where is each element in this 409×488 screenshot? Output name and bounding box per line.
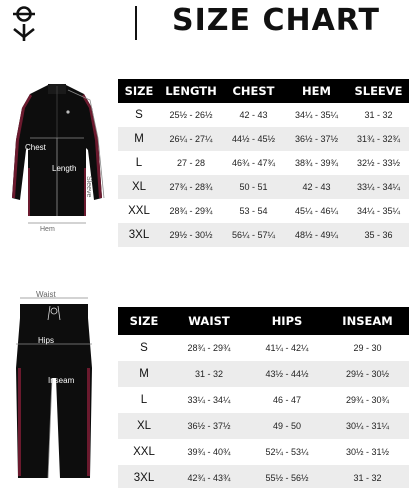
inseam-cell: 29 - 30: [353, 343, 382, 353]
waist-cell: 31 - 32: [170, 361, 248, 387]
size-cell: XL: [118, 175, 160, 199]
page-title: SIZE CHART: [172, 3, 381, 38]
inseam-cell: 30¼ - 31¼: [326, 413, 409, 439]
column-header-waist: WAIST: [170, 307, 248, 335]
column-header-hem: HEM: [285, 79, 348, 103]
length-cell: 27 - 28: [176, 158, 206, 168]
hips-label: Hips: [38, 336, 55, 345]
size-cell: S: [135, 109, 143, 121]
table-row: [118, 413, 409, 439]
length-cell: 26¼ - 27¼: [160, 127, 222, 151]
hips-cell: 55½ - 56½: [248, 465, 326, 488]
inseam-cell: 29½ - 30½: [326, 361, 409, 387]
table-row: [118, 127, 409, 151]
hips-cell: 41¼ - 42¼: [265, 343, 309, 353]
table-row: [118, 151, 409, 175]
table-row: [118, 175, 409, 199]
chest-cell: 50 - 51: [222, 175, 285, 199]
table-row: [118, 199, 409, 223]
jacket-diagram: [2, 78, 112, 238]
chest-cell: 46¾ - 47¾: [231, 158, 276, 168]
table-row: [118, 439, 409, 465]
sleeve-cell: 33¼ - 34¼: [348, 175, 409, 199]
waist-cell: 39¾ - 40¾: [187, 447, 231, 457]
chest-cell: 56¼ - 57¼: [222, 223, 285, 247]
waist-label: Waist: [36, 290, 56, 299]
waist-cell: 36½ - 37½: [170, 413, 248, 439]
table-row: [118, 387, 409, 413]
hips-cell: 46 - 47: [272, 395, 302, 405]
length-cell: 27¾ - 28¾: [160, 175, 222, 199]
inseam-cell: 31 - 32: [326, 465, 409, 488]
column-header-sleeve: SLEEVE: [348, 79, 409, 103]
sleeve-cell: 32½ - 33½: [356, 158, 401, 168]
size-cell: XXL: [133, 446, 155, 458]
table-row: [118, 223, 409, 247]
table-header-row: [118, 307, 409, 335]
hem-cell: 48½ - 49¼: [285, 223, 348, 247]
sleeve-cell: 31¾ - 32¾: [348, 127, 409, 151]
size-cell: L: [135, 157, 143, 169]
size-cell: XXL: [128, 205, 150, 217]
length-cell: 29½ - 30½: [160, 223, 222, 247]
column-header-size: SIZE: [118, 307, 170, 335]
inseam-label: Inseam: [48, 376, 75, 385]
chest-cell: 53 - 54: [239, 206, 268, 216]
size-cell: 3XL: [118, 465, 170, 488]
top-size-table: [118, 79, 409, 247]
chest-cell: 42 - 43: [239, 110, 268, 120]
hem-label: Hem: [40, 226, 55, 233]
length-cell: 28¾ - 29¾: [169, 206, 213, 216]
hips-cell: 49 - 50: [248, 413, 326, 439]
hem-cell: 45¼ - 46¼: [294, 206, 339, 216]
hem-cell: 42 - 43: [285, 175, 348, 199]
size-cell: M: [118, 361, 170, 387]
hips-cell: 43½ - 44½: [248, 361, 326, 387]
size-cell: M: [118, 127, 160, 151]
table-row: [118, 103, 409, 127]
bottom-size-table: [118, 307, 409, 488]
sleeve-cell: 31 - 32: [364, 110, 393, 120]
column-header-length: LENGTH: [160, 79, 222, 103]
table-row: [118, 361, 409, 387]
size-cell: L: [140, 394, 148, 406]
size-cell: 3XL: [118, 223, 160, 247]
hem-cell: 34¼ - 35¼: [294, 110, 339, 120]
inseam-cell: 29¾ - 30¾: [345, 395, 390, 405]
length-label: Length: [52, 164, 77, 173]
inseam-cell: 30½ - 31½: [345, 447, 390, 457]
table-row: [118, 465, 409, 488]
sleeve-cell: 35 - 36: [348, 223, 409, 247]
waist-cell: 28¾ - 29¾: [187, 343, 231, 353]
sleeve-cell: 34¼ - 35¼: [356, 206, 401, 216]
chest-label: Chest: [25, 143, 46, 152]
table-header-row: [118, 79, 409, 103]
column-header-inseam: INSEAM: [326, 307, 409, 335]
hem-cell: 38¾ - 39¾: [294, 158, 339, 168]
column-header-chest: CHEST: [222, 79, 285, 103]
length-cell: 25½ - 26½: [169, 110, 213, 120]
size-cell: XL: [118, 413, 170, 439]
table-row: [118, 335, 409, 361]
column-header-hips: HIPS: [248, 307, 326, 335]
waist-cell: 33¼ - 34¼: [187, 395, 231, 405]
chest-cell: 44½ - 45½: [222, 127, 285, 151]
sleeve-label: Sleeve: [85, 176, 92, 198]
waist-cell: 42¾ - 43¾: [170, 465, 248, 488]
column-header-size: SIZE: [118, 79, 160, 103]
hips-cell: 52¼ - 53¼: [265, 447, 309, 457]
pants-diagram: [4, 288, 104, 484]
size-cell: S: [140, 342, 148, 354]
hem-cell: 36½ - 37½: [285, 127, 348, 151]
